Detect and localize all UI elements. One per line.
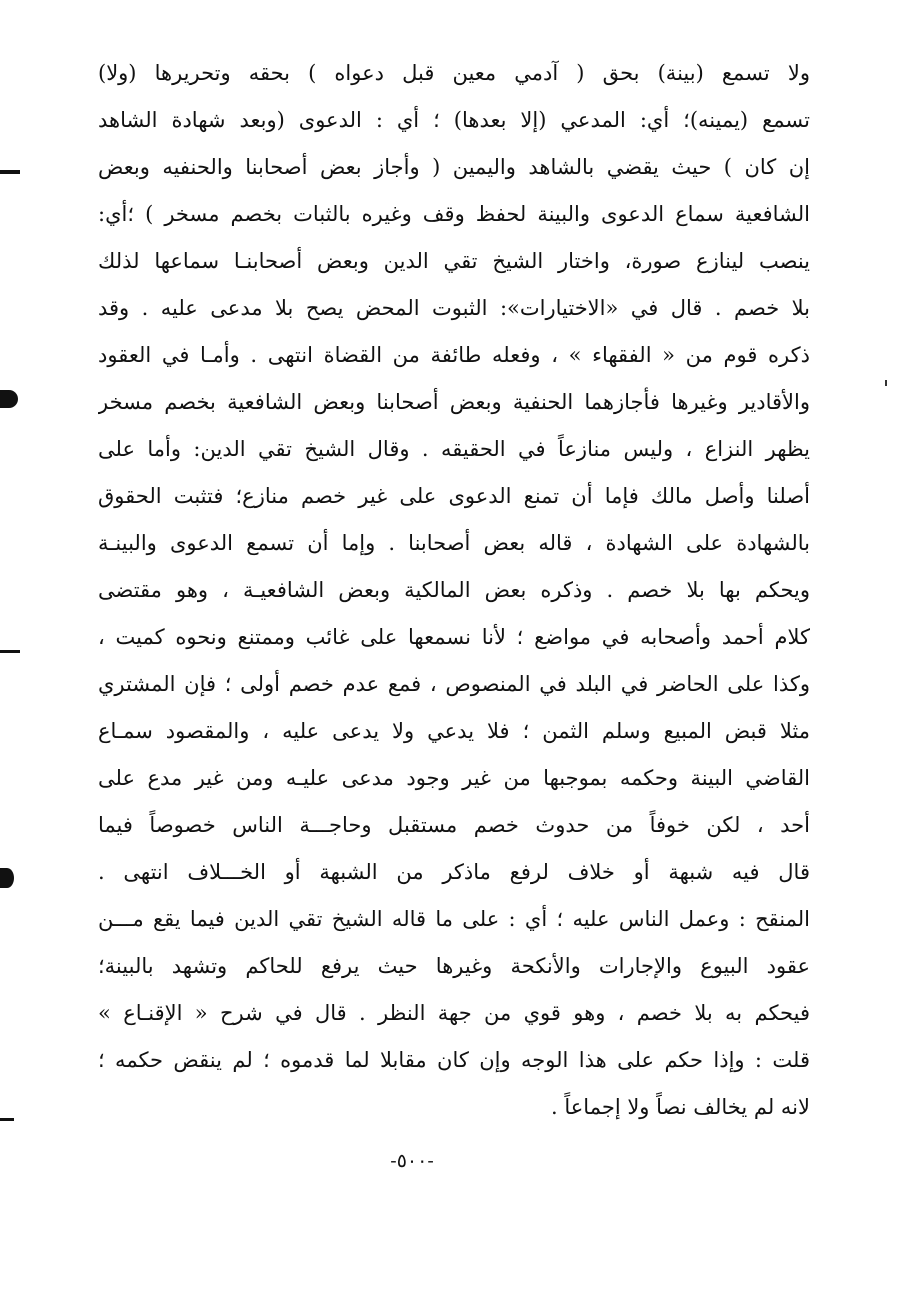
body-text xyxy=(98,50,810,1131)
text-line: عقود البيوع والإجارات والأنكحة وغيرها حيث يرفع للحاكم وتشهد بالبينة؛ xyxy=(98,954,810,978)
text-line: كلام أحمد وأصحابه في مواضع ؛ لأنا نسمعها على غائب وممتنع ونحوه كميت ، xyxy=(98,625,810,649)
text-line: والأقادير وغيرها فأجازهما الحنفية وبعض أصحابنا وبعض الشافعية بخصم مسخر xyxy=(98,390,810,414)
text-line: تسمع (يمينه)؛ أي: المدعي (إلا بعدها) ؛ أي : الدعوى (وبعد شهادة الشاهد xyxy=(98,108,810,132)
text-line: قال فيه شبهة أو خلاف لرفع ماذكر من الشبهة أو الخـــلاف انتهى . xyxy=(98,860,810,884)
text-line: قلت : وإذا حكم على هذا الوجه وإن كان مقابلا لما قدموه ؛ لم ينقض حكمه ؛ xyxy=(98,1048,810,1072)
scan-margin-mark xyxy=(0,650,20,653)
text-line: فيحكم به بلا خصم ، وهو قوي من جهة النظر . قال في شرح « الإقنـاع » xyxy=(98,1001,810,1025)
text-line: أحد ، لكن خوفاً من حدوث خصم مستقبل وحاجـــة الناس خصوصاً فيما xyxy=(98,813,810,837)
text-line: مثلا قبض المبيع وسلم الثمن ؛ فلا يدعي ولا يدعى عليه ، والمقصود سمـاع xyxy=(98,719,810,743)
text-line: المنقح : وعمل الناس عليه ؛ أي : على ما قاله الشيخ تقي الدين فيما يقع مـــن xyxy=(98,907,810,931)
text-line: إن كان ) حيث يقضي بالشاهد واليمين ( وأجاز بعض أصحابنا والحنفيه وبعض xyxy=(98,155,810,179)
text-line: يظهر النزاع ، وليس منازعاً في الحقيقه . وقال الشيخ تقي الدين: وأما على xyxy=(98,437,810,461)
scan-margin-mark xyxy=(0,170,20,174)
text-line: وكذا على الحاضر في البلد في المنصوص ، فمع عدم خصم أولى ؛ فإن المشتري xyxy=(98,672,810,696)
scan-speck xyxy=(885,380,887,386)
text-line: ولا تسمع (بينة) بحق ( آدمي معين قبل دعواه ) بحقه وتحريرها (ولا) xyxy=(98,61,810,85)
text-line-final: لانه لم يخالف نصاً ولا إجماعاً . xyxy=(551,1095,810,1119)
scan-margin-mark xyxy=(0,390,18,408)
text-line: بلا خصم . قال في «الاختيارات»: الثبوت المحض يصح بلا مدعى عليه . وقد xyxy=(98,296,810,320)
scan-margin-mark xyxy=(0,1118,14,1121)
text-line: ينصب لينازع صورة، واختار الشيخ تقي الدين وبعض أصحابنـا سماعها لذلك xyxy=(98,249,810,273)
text-line: أصلنا وأصل مالك فإما أن تمنع الدعوى على غير خصم منازع؛ فتثبت الحقوق xyxy=(98,484,810,508)
text-line: القاضي البينة وحكمه بموجبها من غير وجود مدعى عليـه ومن غير مدع على xyxy=(98,766,810,790)
text-line: ويحكم بها بلا خصم . وذكره بعض المالكية وبعض الشافعيـة ، وهو مقتضى xyxy=(98,578,810,602)
text-line: بالشهادة على الشهادة ، قاله بعض أصحابنا . وإما أن تسمع الدعوى والبينـة xyxy=(98,531,810,555)
text-line: الشافعية سماع الدعوى والبينة لحفظ وقف وغيره بالثبات بخصم مسخر ) ؛أي: xyxy=(98,202,810,226)
page-number: -٥٠٠- xyxy=(390,1150,434,1172)
text-line: ذكره قوم من « الفقهاء » ، وفعله طائفة من القضاة انتهى . وأمـا في العقود xyxy=(98,343,810,367)
scan-margin-mark xyxy=(0,868,14,888)
